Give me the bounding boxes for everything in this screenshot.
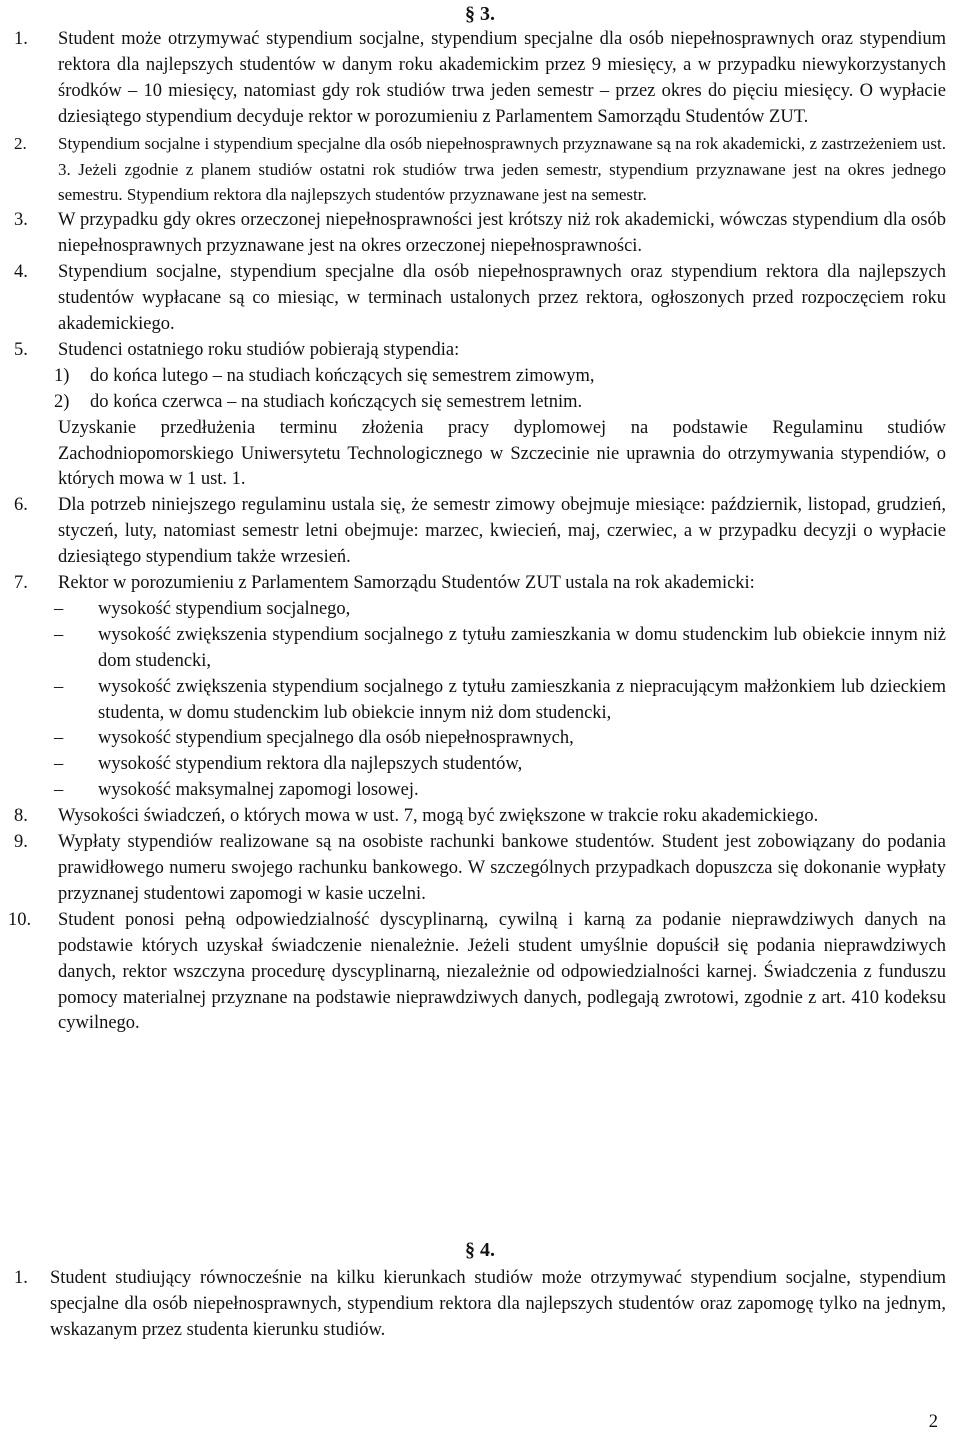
paragraph-text: Rektor w porozumieniu z Parlamentem Samorządu Studentów ZUT ustala na rok akademicki: [58,573,755,594]
paragraph-number: 1. [14,1268,28,1288]
dash-item-text: wysokość stypendium socjalnego, [98,598,351,619]
paragraph-text: Dla potrzeb niniejszego regulaminu ustala się, że semestr zimowy obejmuje miesiące: październik, listopad, grudzień, styczeń, luty, natomiast semestr letni obejmuje: marzec, kwiecień, maj, czerwiec, a w przypadku decyzji o wypłacie dziesiątego stypendium także wrzesień. [58,495,946,568]
dash-item [14,752,946,778]
paragraph-number: 6. [14,495,28,516]
subitem-text: do końca lutego – na studiach kończących się semestrem zimowym, [90,365,595,386]
subitem-5-2 [14,390,946,416]
paragraph-text: Student może otrzymywać stypendium socjalne, stypendium specjalne dla osób niepełnosprawnych oraz stypendium rektora dla najlepszych studentów w danym roku akademickim przez 9 miesięcy, a w przypadku niewykorzystanych środków – 10 miesięcy, natomiast gdy rok studiów trwa jeden semestr – przez okres do pięciu miesięcy. O wypłacie dziesiątego stypendium decyduje rektor w porozumieniu z Parlamentem Samorządu Studentów ZUT. [58,29,946,127]
paragraph-number: 10. [8,909,32,930]
dash-marker: – [54,728,64,749]
dash-item-text: wysokość maksymalnej zapomogi losowej. [98,780,419,801]
paragraph-text: Wypłaty stypendiów realizowane są na osobiste rachunki bankowe studentów. Student jest zobowiązany do podania prawidłowego numeru swojego rachunku bankowego. W szczególnych przypadkach dopuszcza się dokonanie wypłaty przyznanej studentowi zapomogi w kasie uczelni. [58,832,946,904]
section-4-heading: § 4. [465,1239,495,1261]
paragraph-3-6 [14,493,946,571]
paragraph-text: Wysokości świadczeń, o których mowa w ust. 7, mogą być zwiększone w trakcie roku akademickiego. [58,806,819,827]
paragraph-text: Stypendium socjalne, stypendium specjalne dla osób niepełnosprawnych oraz stypendium rektora dla najlepszych studentów wypłacane są co miesiąc, w terminach ustalonych przez rektora, ogłoszonych przed rozpoczęciem roku akademickiego. [58,262,946,334]
paragraph-number: 2. [14,133,27,153]
section-4-body [14,1266,946,1344]
section-3-heading: § 3. [465,3,495,25]
paragraph-4-1 [14,1266,946,1344]
dash-item-text: wysokość zwiększenia stypendium socjalnego z tytułu zamieszkania z niepracującym małżonkiem lub dzieckiem studenta, w domu studenckim lub obiekcie innym niż dom studencki, [98,676,946,723]
dash-marker: – [54,780,64,801]
paragraph-number: 7. [14,573,28,594]
subitem-5-1 [14,364,946,390]
paragraph-text: Studenci ostatniego roku studiów pobierają stypendia: [58,339,460,360]
dash-item [14,726,946,752]
paragraph-text: Student ponosi pełną odpowiedzialność dyscyplinarną, cywilną i karną za podanie nieprawdziwych danych na podstawie których uzyskał świadczenie nienależnie. Jeżeli student umyślnie dopuścił się podania nieprawdziwych danych, rektor wszczyna procedurę dyscyplinarną, niezależnie od odpowiedzialności karnej. Świadczenia z funduszu pomocy materialnej przyznane na podstawie nieprawdziwych danych, podlegają zwrotowi, zgodnie z art. 410 kodeksu cywilnego. [58,909,946,1034]
paragraph-3-5 [14,338,946,364]
dash-marker: – [54,676,64,697]
dash-marker: – [54,624,64,645]
paragraph-3-5-continuation: Uzyskanie przedłużenia terminu złożenia pracy dyplomowej na podstawie Regulaminu studiów Zachodniopomorskiego Uniwersytetu Technologicznego w Szczecinie nie uprawnia do otrzymywania stypendiów, o których mowa w 1 ust. 1. [58,417,946,490]
dash-item [14,778,946,804]
paragraph-3-9 [14,830,946,908]
paragraph-number: 9. [14,832,28,853]
subitem-text: do końca czerwca – na studiach kończących się semestrem letnim. [90,391,583,412]
paragraph-text: Student studiujący równocześnie na kilku kierunkach studiów może otrzymywać stypendium socjalne, stypendium specjalne dla osób niepełnosprawnych, stypendium rektora dla najlepszych studentów oraz zapomogę tylko na jednym, wskazanym przez studenta kierunku studiów. [50,1268,946,1340]
paragraph-number: 8. [14,806,28,827]
dash-item [14,623,946,675]
section-3-body [8,27,946,1037]
subitem-number: 1) [54,365,70,386]
dash-item-text: wysokość stypendium specjalnego dla osób niepełnosprawnych, [98,728,574,749]
dash-item [14,597,946,623]
paragraph-3-7 [14,571,946,597]
dash-marker: – [54,754,64,775]
paragraph-3-8 [14,804,946,830]
dash-item-text: wysokość zwiększenia stypendium socjalnego z tytułu zamieszkania w domu studenckim lub obiekcie innym niż dom studencki, [98,624,946,671]
paragraph-text: Stypendium socjalne i stypendium specjalne dla osób niepełnosprawnych przyznawane są na rok akademicki, z zastrzeżeniem ust. 3. Jeżeli zgodnie z planem studiów ostatni rok studiów trwa jeden semestr, stypendium przyznawane jest na okres jednego semestru. Stypendium rektora dla najlepszych studentów przyznawane jest na semestr. [58,133,946,205]
paragraph-3-1 [14,27,946,131]
paragraph-number: 5. [14,339,28,360]
dash-marker: – [54,598,64,619]
paragraph-number: 1. [14,29,28,49]
paragraph-3-2 [14,131,946,209]
paragraph-3-3 [14,208,946,260]
subitem-number: 2) [54,391,70,412]
paragraph-number: 4. [14,262,28,283]
paragraph-3-10 [8,908,946,1038]
dash-item [14,675,946,727]
paragraph-number: 3. [14,210,28,231]
page-number: 2 [928,1412,938,1432]
dash-item-text: wysokość stypendium rektora dla najlepszych studentów, [98,754,523,775]
paragraph-text: W przypadku gdy okres orzeczonej niepełnosprawności jest krótszy niż rok akademicki, wówczas stypendium dla osób niepełnosprawnych przyznawane jest na okres orzeczonej niepełnosprawności. [58,210,946,257]
paragraph-3-4 [14,260,946,338]
